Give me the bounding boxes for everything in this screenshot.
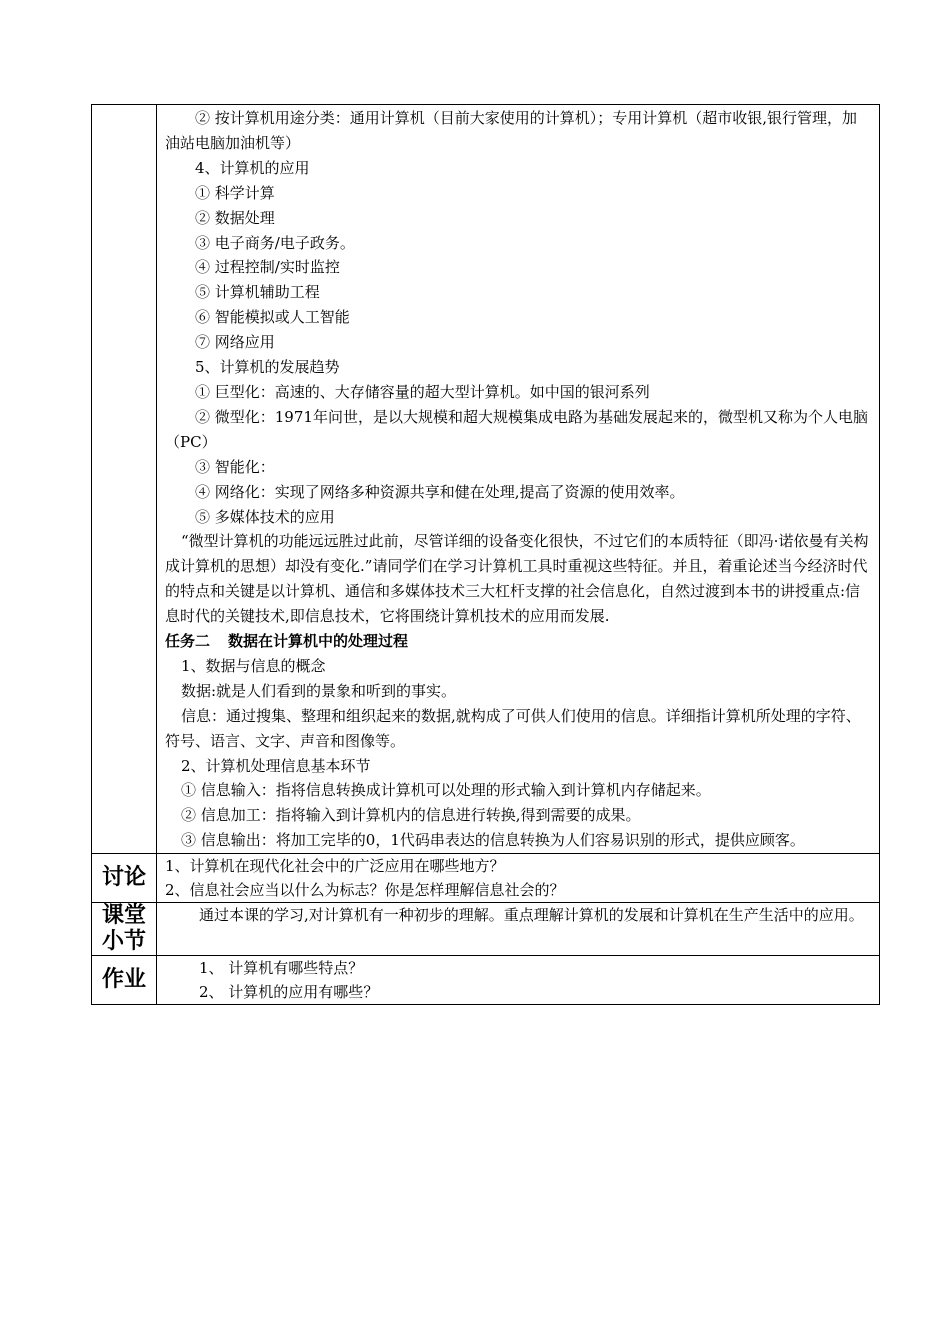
content-paragraph: ⑤ 计算机辅助工程	[195, 283, 320, 302]
summary-content	[157, 903, 880, 956]
summary-row	[92, 903, 880, 956]
content-paragraph: ② 按计算机用途分类：通用计算机（目前大家使用的计算机）；专用计算机（超市收银,银行管理，加油站电脑加油机等）	[165, 109, 858, 152]
content-paragraph: ⑦ 网络应用	[195, 333, 275, 352]
content-paragraph: 2、计算机处理信息基本环节	[181, 756, 371, 775]
main-content-cell	[157, 105, 880, 854]
content-paragraph: ③ 电子商务/电子政务。	[195, 233, 355, 252]
discussion-label: 讨论	[92, 854, 157, 903]
homework-question: 1、 计算机有哪些特点？	[199, 959, 364, 978]
lesson-plan-table	[91, 104, 880, 1005]
content-paragraph: ④ 过程控制/实时监控	[195, 258, 340, 277]
section-heading-number: 任务二	[165, 632, 211, 651]
section-heading-title: 数据在计算机中的处理过程	[228, 632, 409, 651]
discussion-question: 2、信息社会应当以什么为标志？你是怎样理解信息社会的？	[165, 881, 565, 900]
summary-text: 通过本课的学习,对计算机有一种初步的理解。重点理解计算机的发展和计算机在生产生活中的应用。	[199, 906, 864, 925]
content-paragraph: ② 数据处理	[195, 208, 275, 227]
content-paragraph: 信息：通过搜集、整理和组织起来的数据,就构成了可供人们使用的信息。详细指计算机所处理的字符、符号、语言、文字、声音和图像等。	[165, 706, 861, 750]
content-paragraph: ⑤ 多媒体技术的应用	[195, 507, 335, 526]
content-paragraph: ③ 信息输出：将加工完毕的0，1代码串表达的信息转换为人们容易识别的形式，提供应顾客。	[181, 831, 805, 850]
section-heading	[165, 629, 871, 654]
content-paragraph: ② 信息加工：指将输入到计算机内的信息进行转换,得到需要的成果。	[181, 806, 641, 825]
homework-content	[157, 956, 880, 1005]
content-paragraph: 5、计算机的发展趋势	[195, 358, 340, 377]
content-paragraph: ④ 网络化：实现了网络多种资源共享和健在处理,提高了资源的使用效率。	[195, 482, 685, 501]
summary-label-line: 课堂	[101, 903, 146, 929]
content-paragraph: ① 巨型化：高速的、大存储容量的超大型计算机。如中国的银河系列	[195, 382, 650, 401]
content-paragraph: ① 信息输入：指将信息转换成计算机可以处理的形式输入到计算机内存储起来。	[181, 781, 711, 800]
content-paragraph: ⑥ 智能模拟或人工智能	[195, 308, 350, 327]
content-paragraph: 1、数据与信息的概念	[181, 656, 326, 675]
empty-label-cell	[92, 105, 157, 854]
summary-label	[92, 903, 157, 956]
content-paragraph: ③ 智能化：	[195, 457, 275, 476]
discussion-question: 1、计算机在现代化社会中的广泛应用在哪些地方？	[165, 857, 505, 876]
homework-question: 2、 计算机的应用有哪些？	[199, 983, 379, 1002]
content-row	[92, 105, 880, 854]
content-paragraph: “微型计算机的功能远远胜过此前，尽管详细的设备变化很快，不过它们的本质特征（即冯·诺依曼有关构成计算机的思想）却没有变化.”请同学们在学习计算机工具时重视这些特征。并且，着重论述当今经济时代的特点和关键是以计算机、通信和多媒体技术三大杠杆支撑的社会信息化，自然过渡到本书的讲授重点:信息时代的关键技术,即信息技术，它将围绕计算机技术的应用而发展.	[165, 532, 869, 626]
content-paragraph: 数据:就是人们看到的景象和听到的事实。	[181, 681, 457, 700]
discussion-row	[92, 854, 880, 903]
content-paragraph: 4、计算机的应用	[195, 158, 310, 177]
homework-row	[92, 956, 880, 1005]
homework-label: 作业	[92, 956, 157, 1005]
summary-label-line: 小节	[101, 929, 146, 955]
content-paragraph: ① 科学计算	[195, 183, 275, 202]
content-paragraph: ② 微型化：1971年问世，是以大规模和超大规模集成电路为基础发展起来的，微型机又称为个人电脑（PC）	[165, 407, 868, 451]
discussion-content	[157, 854, 880, 903]
